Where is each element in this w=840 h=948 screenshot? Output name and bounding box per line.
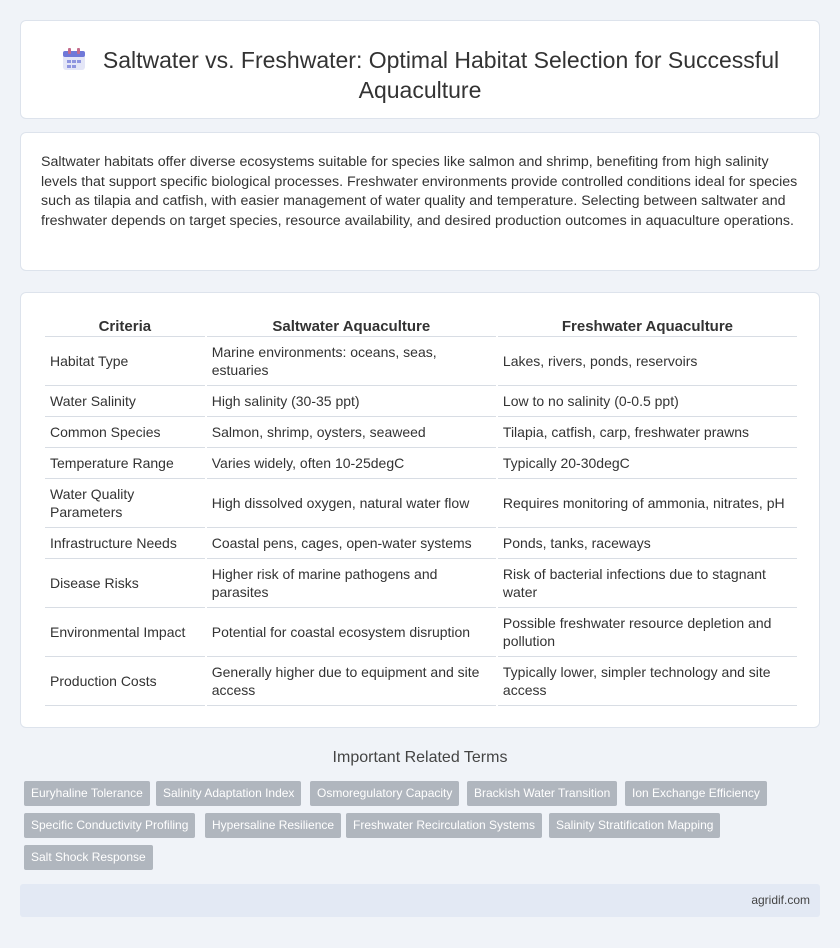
saltwater-cell: Varies widely, often 10-25degC [207, 448, 496, 479]
column-header-criteria: Criteria [45, 315, 205, 337]
term-tag[interactable]: Salinity Stratification Mapping [549, 813, 720, 838]
term-tag[interactable]: Salinity Adaptation Index [156, 781, 301, 806]
saltwater-cell: Higher risk of marine pathogens and parasites [207, 559, 496, 608]
table-row [45, 448, 797, 479]
comparison-table-card [20, 292, 820, 728]
criteria-cell: Infrastructure Needs [45, 528, 205, 559]
table-row [45, 479, 797, 528]
term-tag[interactable]: Brackish Water Transition [467, 781, 617, 806]
criteria-cell: Temperature Range [45, 448, 205, 479]
table-row [45, 337, 797, 386]
footer-site-link[interactable]: agridif.com [751, 893, 810, 907]
calendar-icon [61, 47, 87, 71]
criteria-cell: Common Species [45, 417, 205, 448]
table-row [45, 657, 797, 706]
saltwater-cell: Marine environments: oceans, seas, estuaries [207, 337, 496, 386]
related-terms-heading: Important Related Terms [332, 749, 508, 766]
intro-card [20, 132, 820, 271]
freshwater-cell: Typically 20-30degC [498, 448, 797, 479]
term-tag[interactable]: Salt Shock Response [24, 845, 153, 870]
freshwater-cell: Typically lower, simpler technology and site access [498, 657, 797, 706]
table-header-row [45, 315, 797, 337]
term-tag[interactable]: Osmoregulatory Capacity [310, 781, 459, 806]
table-row [45, 608, 797, 657]
criteria-cell: Water Salinity [45, 386, 205, 417]
page-title-wrap [21, 45, 819, 105]
saltwater-cell: Salmon, shrimp, oysters, seaweed [207, 417, 496, 448]
freshwater-cell: Tilapia, catfish, carp, freshwater prawns [498, 417, 797, 448]
saltwater-cell: Generally higher due to equipment and site access [207, 657, 496, 706]
column-header-saltwater: Saltwater Aquaculture [207, 315, 496, 337]
footer [20, 884, 820, 917]
freshwater-cell: Low to no salinity (0-0.5 ppt) [498, 386, 797, 417]
term-tag[interactable]: Specific Conductivity Profiling [24, 813, 195, 838]
term-tag[interactable]: Hypersaline Resilience [205, 813, 341, 838]
freshwater-cell: Risk of bacterial infections due to stagnant water [498, 559, 797, 608]
criteria-cell: Production Costs [45, 657, 205, 706]
page-title: Saltwater vs. Freshwater: Optimal Habitat Selection for Successful Aquaculture [102, 47, 780, 103]
title-card [20, 20, 820, 119]
saltwater-cell: Coastal pens, cages, open-water systems [207, 528, 496, 559]
column-header-freshwater: Freshwater Aquaculture [498, 315, 797, 337]
term-tag[interactable]: Ion Exchange Efficiency [625, 781, 767, 806]
freshwater-cell: Possible freshwater resource depletion and pollution [498, 608, 797, 657]
table-row [45, 559, 797, 608]
term-tag[interactable]: Freshwater Recirculation Systems [346, 813, 542, 838]
table-row [45, 417, 797, 448]
freshwater-cell: Ponds, tanks, raceways [498, 528, 797, 559]
intro-paragraph: Saltwater habitats offer diverse ecosystems suitable for species like salmon and shrimp, benefiting from high salinity levels that support specific biological processes. Freshwater environments provide controlled conditions ideal for species such as tilapia and catfish, with easier management of water quality and temperature. Selecting between saltwater and freshwater depends on target species, resource availability, and desired production outcomes in aquaculture operations. [41, 154, 798, 229]
criteria-cell: Environmental Impact [45, 608, 205, 657]
comparison-table [43, 315, 799, 706]
table-row [45, 528, 797, 559]
table-row [45, 386, 797, 417]
criteria-cell: Habitat Type [45, 337, 205, 386]
freshwater-cell: Lakes, rivers, ponds, reservoirs [498, 337, 797, 386]
saltwater-cell: Potential for coastal ecosystem disruption [207, 608, 496, 657]
freshwater-cell: Requires monitoring of ammonia, nitrates, pH [498, 479, 797, 528]
criteria-cell: Disease Risks [45, 559, 205, 608]
criteria-cell: Water Quality Parameters [45, 479, 205, 528]
saltwater-cell: High dissolved oxygen, natural water flow [207, 479, 496, 528]
term-tag[interactable]: Euryhaline Tolerance [24, 781, 150, 806]
saltwater-cell: High salinity (30-35 ppt) [207, 386, 496, 417]
